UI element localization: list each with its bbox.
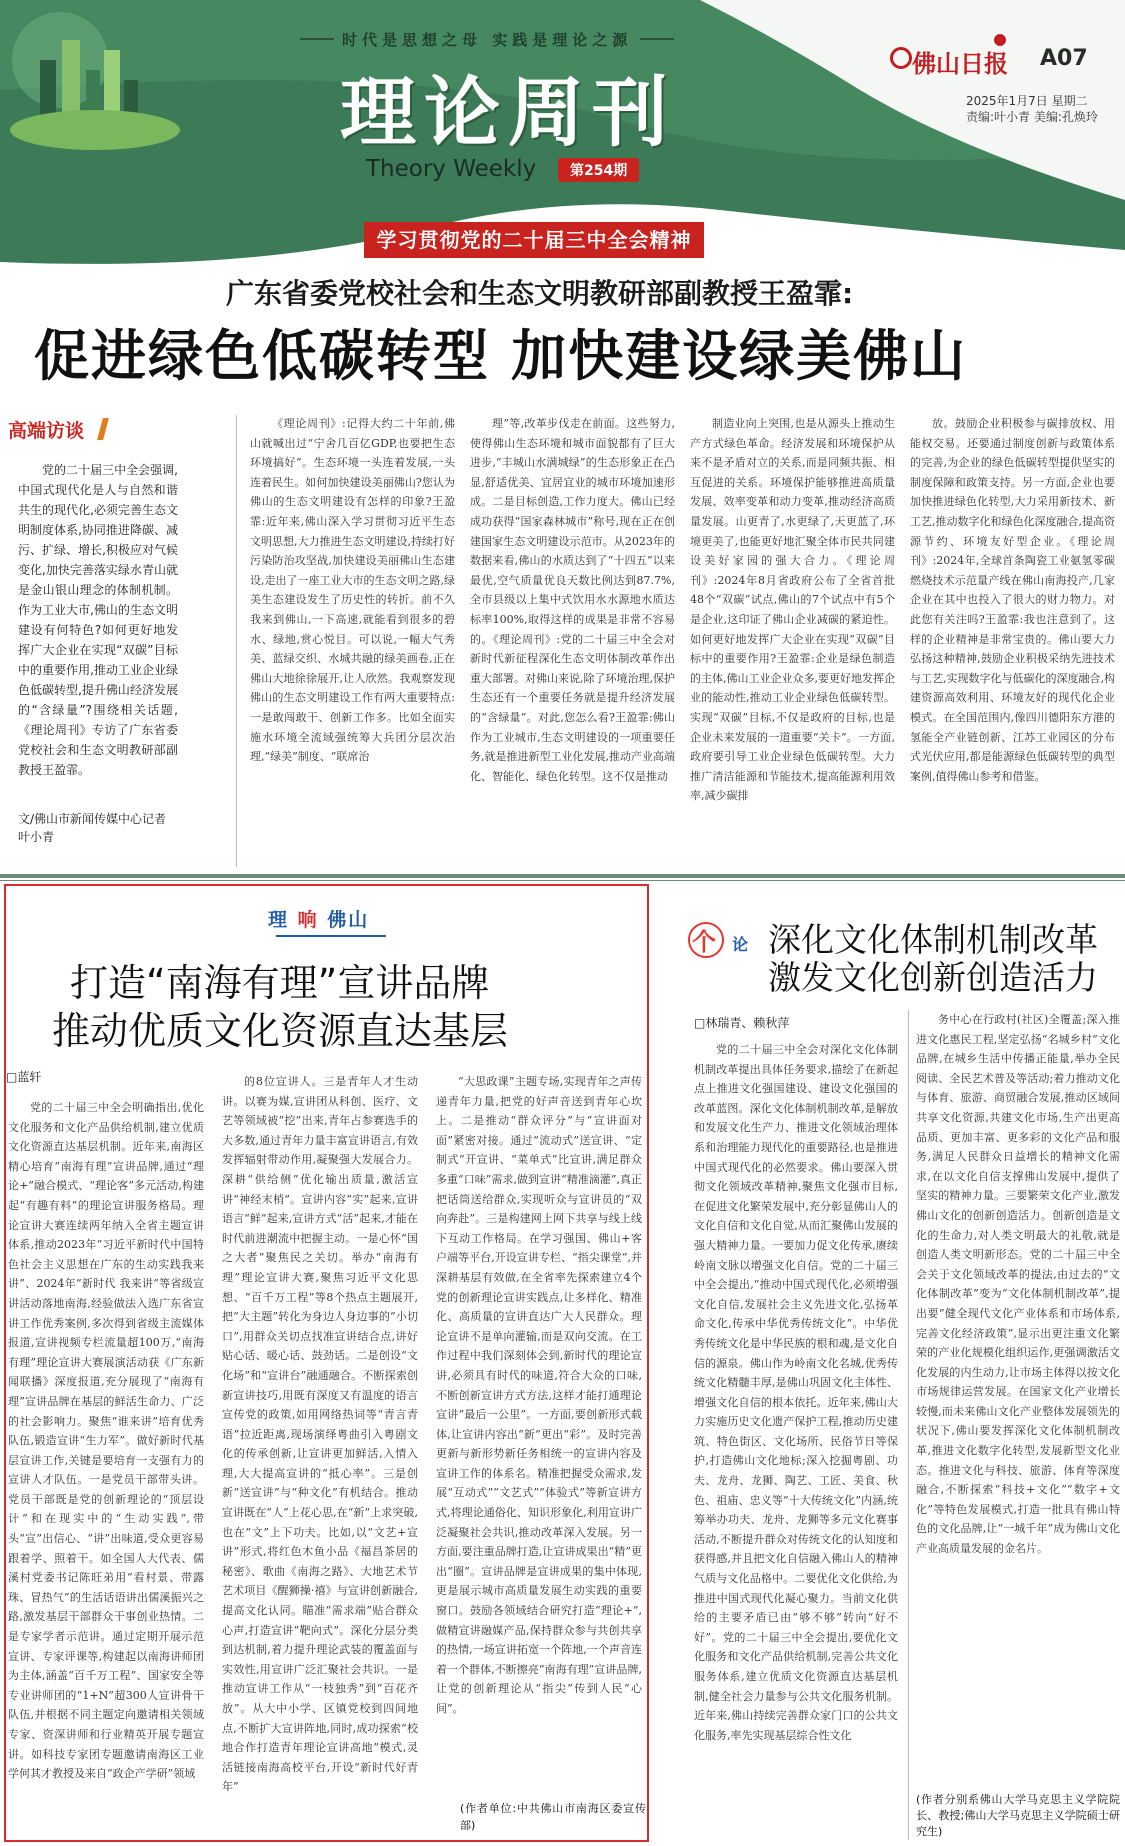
column-logo	[268, 905, 369, 932]
left-article-column-1-text: 党的二十届三中全会明确指出,优化文化服务和文化产品供给机制,建立优质文化资源直达基层机制。近年来,南海区精心培育“南海有理”宣讲品牌,通过“理论+”融合模式、“理论客”多元活动,构建起“有趣有料”的理论宣讲服务格局。理论宣讲大赛连续两年纳入全省主题宣讲体系,推动2023年“习近平新时代中国特色社会主义思想在广东的生动实践我来讲”、2024年“新时代 我来讲”等省级宣讲活动落地南海,经验做法入选广东省宣讲工作优秀案例,多次得到省级主流媒体报道,宣讲视频专栏流量超100万,“南海有理”理论宣讲大赛展演活动获《广东新闻联播》深度报道,充分展现了“南海有理”宣讲品牌在基层的鲜活生命力、广泛的社会影响力。聚焦“谁来讲”培育优秀队伍,锻造宣讲“生力军”。做好新时代基层宣讲工作,关键是要培育一支强有力的宣讲人才队伍。一是党员干部带头讲。党员干部既是党的创新理论的“顶层设计”和在现实中的“生动实践”,带头“宣”出信心、“讲”出味道,受众更容易跟着学、照着干。如全国人大代表、儒溪村党委书记陈旺弟用“看村景、带露珠、冒热气”的生活话语讲出儒溪振兴之路,激发基层干部群众干事创业热情。二是专家学者示范讲。通过定期开展示范宣讲、专家评课等,构建起以南海讲师团为主体,涵盖“百千万工程”、国家安全等专业讲师团的“1+N”超300人宣讲骨干队伍,并根据不同主题定向邀请相关领域专家、资深讲师和行业精英开展专题宣讲。如科技专家团专题邀请南海区工业学何其才教授及来自“政企产学研”领域	[8, 1101, 204, 1781]
feature-column-1	[250, 414, 455, 870]
feature-credit: 文/佛山市新闻传媒中心记者叶小青	[18, 812, 167, 844]
feature-kicker: 广东省委党校社会和生态文明教研部副教授王盈霏:	[226, 277, 854, 310]
feature-column-2	[470, 414, 675, 870]
left-article-title-line-2: 推动优质文化资源直达基层	[52, 1009, 509, 1053]
column-logo-rule	[276, 935, 386, 937]
right-article-column-2-text: 务中心在行政村(社区)全覆盖;深入推进文化惠民工程,坚定弘扬“名城乡村”文化品牌,在城乡生活中传播正能量,举办全民阅读、全民艺术普及等活动;着力推动文化与体育、旅游、商贸融合发展,推动区域间共享文化资源,共建文化市场,生产出更高品质、更加丰富、更多彩的文化产品和服务,满足人民群众日益增长的精神文化需求,在以文化自信支撑佛山发展中,提供了坚实的精神力量。三要繁荣文化产业,激发佛山文化的创新创造活力。创新创造是文化的生命力,对人类文明最大的礼敬,就是创造人类文明新形态。党的二十届三中全会关于文化领域改革的提法,由过去的“文化体制改革”变为“文化体制机制改革”,提出要“健全现代文化产业体系和市场体系,完善文化经济政策”,显示出更注重文化繁荣的产业化规模化组织运作,更强调激活文化发展的内生动力,让市场主体得以按文化市场规律运营发展。在国家文化产业增长较慢,而未来佛山文化产业整体发展领先的状况下,佛山要发挥深化文化体制机制改革,推进文化数字化转型,发展新型文化业态。推进文化与科技、旅游、体育等深度融合,不断探索“科技+文化”“数字+文化”等特色发展模式,打造一批具有佛山特色的文化品牌,让“一城千年”成为佛山文化产业高质量发展的金名片。	[916, 1013, 1120, 1556]
right-article-title-line-2: 激发文化创新创造活力	[768, 958, 1098, 997]
left-article-author-unit-text: (作者单位:中共佛山市南海区委宣传部)	[460, 1802, 646, 1832]
right-article-title-line-1: 深化文化体制机制改革	[768, 920, 1098, 959]
right-column-divider	[908, 1010, 909, 1840]
masthead-motto: 时代是思想之母 实践是理论之源	[342, 31, 633, 49]
left-article-column-1	[8, 1098, 204, 1838]
left-article-author-unit	[460, 1800, 646, 1840]
commentary-logo-char: 个	[692, 928, 716, 956]
feature-column-3	[690, 414, 895, 870]
column-divider	[236, 415, 237, 867]
column-logo-part-1: 理	[268, 909, 290, 931]
column-logo-part-2: 响	[297, 909, 319, 931]
masthead-subtitle-en: Theory Weekly	[366, 156, 537, 182]
right-article-author-unit-text: (作者分别系佛山大学马克思主义学院院长、教授;佛山大学马克思主义学院硕士研究生)	[916, 1793, 1120, 1838]
feature-column-1-text: 《理论周刊》:记得大约二十年前,佛山就喊出过“宁舍几百亿GDP,也要把生态环境搞好”。生态环境一头连着发展,一头连着民生。如何加快建设美丽佛山?您认为佛山的生态文明建设有怎样的印象?王盈霏:近年来,佛山深入学习贯彻习近平生态文明思想,大力推进生态文明建设,持续打好污染防治攻坚战,加快建设美丽佛山生态建设,走出了一座工业大市的生态文明之路,绿美生态建设发生了历史性的转折。前不久我来到佛山,一下高速,就能看到很多的碧水、绿地,赏心悦目。可以说,一幅大气秀美、蓝绿交织、水城共融的绿美画卷,正在佛山大地徐徐展开,让人欣然。我观察发现佛山的生态文明建设工作有两大重要特点:一是敢闯敢干、创新工作多。比如全面实施水环境全流域强统筹大兵团分层次治理,“绿美”制度、“联席治	[250, 417, 455, 764]
column-label-mark-icon	[97, 418, 109, 440]
right-article-author-unit	[916, 1792, 1120, 1842]
feature-headline: 促进绿色低碳转型 加快建设绿美佛山	[34, 324, 968, 388]
issue-badge: 第254期	[558, 158, 639, 182]
column-label: 高端访谈	[8, 420, 85, 442]
editor-credits: 责编:叶小青 美编:孔焕玲	[966, 110, 1098, 124]
right-article-author: □林瑞青、赖秋萍	[694, 1016, 790, 1030]
paper-name: 佛山日报	[912, 50, 1008, 78]
left-article-column-3-text: “大思政课”主题专场,实现青年之声传递青年力量,把党的好声音送到青年心坎上。二是推动“群众评分”与“宣讲面对面”紧密对接。通过“流动式”送宣讲、“定制式”开宣讲、“菜单式”比宣讲,满足群众多重“口味”需求,做到宣讲“精准滴灌”,真正把话筒送给群众,实现听众与宣讲员的“双向奔赴”。三是构建网上网下共享与线上线下互动工作格局。在学习强国、佛山+客户端等平台,开设宣讲专栏、“指尖课堂”,并深耕基层有效做,在全省率先探索建立4个党的创新理论宣讲实践点,让多样化、精准化、高质量的宣讲直达广大人民群众。理论宣讲不是单向灌输,而是双向交流。在工作过程中我们深刻体会到,新时代的理论宣讲,必须具有时代的味道,符合大众的口味,不断创新宣讲方式方法,这样才能打通理论宣讲“最后一公里”。一方面,要创新形式载体,让宣讲内容出“新”更出“彩”。及时完善更新与新形势新任务相统一的宣讲内容及宣讲工作的体系名。精准把握受众需求,发展“互动式”“文艺式”“体验式”等新宣讲方式,将理论通俗化、知识形象化,利用宣讲广泛凝聚社会共识,推动改革深入发展。另一方面,要注重品牌打造,让宣讲成果出“精”更出“圈”。宣讲品牌是宣讲成果的集中体现,更是展示城市高质量发展生动实践的重要窗口。鼓励各领域结合研究打造“理论+”,做精宣讲融媒产品,保持群众参与共创共享的热情,一场宣讲拓宽一个阵地,一个声音连着一个群体,不断擦亮“南海有理”宣讲品牌,让党的创新理论从“指尖”传到人民“心间”。	[436, 1075, 642, 1715]
left-article-author: □蓝轩	[6, 1070, 42, 1084]
feature-intro: 党的二十届三中全会强调,中国式现代化是人与自然和谐共生的现代化,必须完善生态文明制度体系,协同推进降碳、减污、扩绿、增长,积极应对气候变化,加快完善落实绿水青山就是金山银山理念的体制机制。作为工业大市,佛山的生态文明建设有何特色?如何更好地发挥广大企业在实现“双碳”目标中的重要作用,推动工业企业绿色低碳转型,提升佛山经济发展的“含绿量”?围绕相关话题,《理论周刊》专访了广东省委党校社会和生态文明教研部副教授王盈霏。	[18, 463, 178, 777]
left-article-column-3	[436, 1072, 642, 1792]
right-article-column-1	[694, 1040, 898, 1840]
left-article-title-line-1: 打造“南海有理”宣讲品牌	[70, 961, 490, 1005]
right-article-column-2	[916, 1010, 1120, 1790]
feature-column-4	[910, 414, 1115, 870]
theme-banner: 学习贯彻党的二十届三中全会精神	[364, 222, 704, 258]
feature-column-4-text: 放。鼓励企业积极参与碳排放权、用能权交易。还要通过制度创新与政策体系的完善,为企业的绿色低碳转型提供坚实的制度保障和政策支持。另一方面,企业也要加快推进绿色化转型,大力采用新技术、新工艺,推动数字化和绿色化深度融合,提高资源节约、环境友好型企业。《理论周刊》:2024年,全球首条陶瓷工业氨氢零碳燃烧技术示范量产线在佛山南海投产,几家企业在其中也投入了很大的财力物力。对此您有关注吗?王盈霏:我也注意到了。这样的企业精神是非常宝贵的。佛山要大力弘扬这种精神,鼓励企业积极采纳先进技术与工艺,实现数字化与低碳化的深度融合,构建资源高效利用、环境友好的现代化企业模式。在全国范围内,像四川德阳东方港的氢能全产业链创新、江苏工业园区的分布式光伏应用,都是能源绿色低碳转型的典型案例,值得佛山参考和借鉴。	[910, 417, 1115, 783]
column-logo-part-3: 佛山	[327, 909, 370, 931]
motto-rule-right	[640, 38, 674, 40]
feature-column-2-text: 理”等,改革步伐走在前面。这些努力,使得佛山生态环境和城市面貌都有了巨大进步,“丰城山水满城绿”的生态形象正在凸显,舒适优美、宜居宜业的城市环境加速形成。二是目标创造,工作力度大。佛山已经成功获得“国家森林城市”称号,现在正在创建国家生态文明建设示范市。从2023年的数据来看,佛山的水质达到了“十四五”以来最优,空气质量优良天数比例达到87.7%,全市县级以上集中式饮用水水源地水质达标率100%,取得这样的成果是非常不容易的。《理论周刊》:党的二十届三中全会对新时代新征程深化生态文明体制改革作出重大部署。对佛山来说,除了环境治理,保护生态还有一个重要任务就是提升经济发展的“含绿量”。对此,您怎么看?王盈霏:佛山作为工业城市,生态文明建设的一项重要任务,就是推进新型工业化发展,推动产业高端化、智能化、绿色化转型。这不仅是推动	[470, 417, 675, 783]
section-divider-thin	[0, 880, 1125, 881]
motto-rule-left	[300, 38, 334, 40]
masthead	[0, 0, 1125, 292]
left-article-column-2	[222, 1072, 418, 1838]
left-article-column-2-text: 的8位宣讲人。三是青年人才生动讲。以赛为媒,宣讲团从科创、医疗、文艺等领域被“挖”出来,青年占参赛选手的大多数,通过青年力量丰富宣讲语言,有效发挥辐射带动作用,凝聚强大发展合力。深耕“供给侧”优化输出质量,激活宣讲“神经末梢”。宣讲内容“实”起来,宣讲语言“鲜”起来,宣讲方式“活”起来,才能在时代前进潮流中把握主动。一是心怀“国之大者”聚焦民之关切。举办“南海有理”理论宣讲大赛,聚焦习近平文化思想、“百千万工程”等8个热点主题展开,把“大主题”转化为身边人身边事的“小切口”,用群众关切点找准宣讲结合点,讲好贴心话、暖心话、鼓劲话。二是创设“文化场”和“宣讲台”融通融合。不断探索创新宣讲技巧,用既有深度又有温度的语言宣传党的政策,如用网络热词等“青言青语”拉近距离,现场演绎粤曲引入粤剧文化的传承创新,让宣讲更加鲜活,入情入理,大大提高宣讲的“抵心率”。三是创新“送宣讲”与“种文化”有机结合。推动宣讲既在“人”上花心思,在“新”上求突破,也在“文”上下功夫。比如,以“文艺+宣讲”形式,将红色木鱼小品《福昌茶居的秘密》、歌曲《南海之路》、大地艺术节艺术项目《醒狮操·禧》与宣讲创新融合,提高文化认同。瞄准“需求端”贴合群众心声,打造宣讲“靶向式”。深化分层分类到达机制,着力提升理论武装的覆盖面与实效性,用宣讲广泛汇聚社会共识。一是推动宣讲工作从“一枝独秀”到“百花齐放”。从大中小学、区镇党校到四间地点,不断扩大宣讲阵地,同时,成功探索“校地合作打造青年理论宣讲高地”模式,灵活链接南海高校平台,开设“新时代好青年”	[222, 1075, 418, 1794]
paper-logo-icon	[890, 47, 912, 69]
masthead-title: 理论周刊	[340, 68, 676, 157]
page-number: A07	[1040, 46, 1088, 71]
feature-column-3-text: 制造业向上突围,也是从源头上推动生产方式绿色革命。经济发展和环境保护从来不是矛盾对立的关系,而是同频共振、相互促进的关系。环境保护能够推进高质量发展、效率变革和动力变革,推动经济高质量发展。山更青了,水更绿了,天更蓝了,环境更美了,也能更好地汇聚全体市民共同建设美好家园的强大合力。《理论周刊》:2024年8月省政府公布了全省首批48个“双碳”试点,佛山的7个试点中有5个是企业,这印证了佛山企业减碳的紧迫性。如何更好地发挥广大企业在实现“双碳”目标中的重要作用?王盈霏:企业是绿色制造的主体,佛山工业企业众多,要更好地发挥企业的能动性,推动工业企业绿色低碳转型。实现“双碳”目标,不仅是政府的目标,也是企业未来发展的一道重要“关卡”。一方面,政府要引导工业企业绿色低碳转型。大力推广清洁能源和节能技术,提高能源利用效率,减少碳排	[690, 417, 895, 803]
section-divider	[0, 874, 1125, 878]
publication-date: 2025年1月7日 星期二	[966, 94, 1088, 108]
right-article-column-1-text: 党的二十届三中全会对深化文化体制机制改革提出具体任务要求,描绘了在新起点上推进文化强国建设、建设文化强国的改革蓝图。深化文化体制机制改革,是解放和发展文化生产力、推进文化领域治理体系和治理能力现代化的重要路径,也是推进中国式现代化的必然要求。佛山要深入贯彻文化领域改革精神,聚焦文化强市目标,在促进文化繁荣发展中,充分彰显佛山人的文化自信和文化自觉,从而汇聚佛山发展的强大精神力量。一要加力促文化传承,赓续岭南文脉以增强文化自信。党的二十届三中全会提出,“推动中国式现代化,必须增强文化自信,发展社会主义先进文化,弘扬革命文化,传承中华优秀传统文化”。中华优秀传统文化是中华民族的根和魂,是文化自信的源泉。佛山作为岭南文化名城,优秀传统文化精髓丰厚,是佛山巩固文化主体性、增强文化自信的根本依托。近年来,佛山大力实施历史文化遗产保护工程,推动历史建筑、特色街区、文化场所、民俗节日等保护,打造佛山文化地标;深入挖掘粤剧、功夫、龙舟、龙狮、陶艺、工匠、美食、秋色、祖庙、忠义等“十大传统文化”内涵,统筹举办功夫、龙舟、龙狮等多元文化赛事活动,不断提升群众对传统文化的认知度和获得感,并且把文化自信融入佛山人的精神气质与文化品格中。二要优化文化供给,为推进中国式现代化凝心聚力。当前文化供给的主要矛盾已由“够不够”转向“好不好”。党的二十届三中全会提出,要优化文化服务和文化产品供给机制,完善公共文化服务体系,建立优质文化资源直达基层机制,健全社会力量参与公共文化服务机制。近年来,佛山持续完善群众家门口的公共文化服务,率先实现基层综合性文化	[694, 1043, 898, 1742]
commentary-logo-label: 论	[732, 935, 749, 954]
